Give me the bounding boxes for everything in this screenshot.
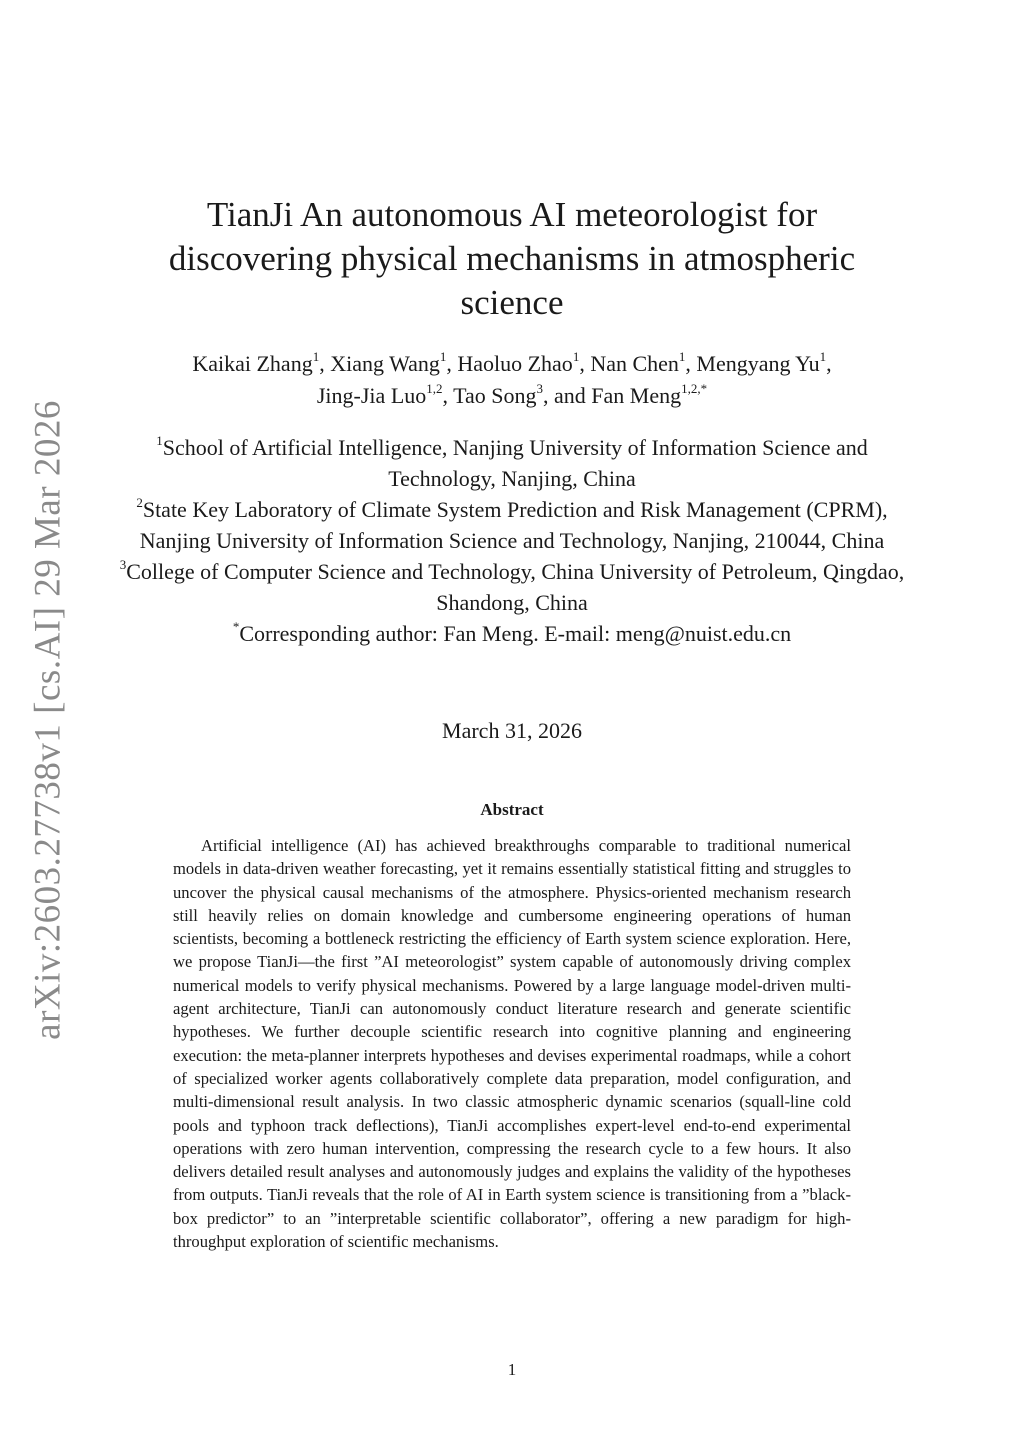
affiliation: $^2$State Key Laboratory of Climate System Prediction and Risk Management (CPRM), Nanjing University of Information Science and Technology, Nanjing, 210044, China	[136, 494, 888, 553]
abstract-text: Artificial intelligence (AI) has achieved breakthroughs comparable to traditional numerical models in data-driven weather forecasting, yet it remains essentially statistical fitting and struggles to uncover the physical causal mechanisms of the atmosphere. Physics-oriented mechanism research still heavily relies on domain knowledge and cumbersome engineering operations of human scientists, becoming a bottleneck restricting the efficiency of Earth system science exploration. Here, we propose TianJi—the first ”AI meteorologist” system capable of autonomously driving complex numerical models to verify physical mechanisms. Powered by a large language model-driven multi-agent architecture, TianJi can autonomously conduct literature research and generate scientific hypotheses. We further decouple scientific research into cognitive planning and engineering execution: the meta-planner interprets hypotheses and devises experimental roadmaps, while a cohort of specialized worker agents collaboratively complete data preparation, model configuration, and multi-dimensional result analysis. In two classic atmospheric dynamic scenarios (squall-line cold pools and typhoon track deflections), TianJi accomplishes expert-level end-to-end experimental operations with zero human intervention, compressing the research cycle to a few hours. It also delivers detailed result analyses and autonomously judges and explains the validity of the hypotheses from outputs. TianJi reveals that the role of AI in Earth system science is transitioning from a ”black-box predictor” to an ”interpretable scientific collaborator”, offering a new paradigm for high-throughput exploration of scientific mechanisms.	[173, 836, 851, 1252]
arxiv-identifier-stamp: arXiv:2603.27738v1 [cs.AI] 29 Mar 2026	[27, 400, 69, 1040]
author: Kaikai Zhang$^1$,	[192, 348, 331, 376]
author: Nan Chen$^1$,	[590, 348, 697, 376]
author: Mengyang Yu$^1$,	[696, 348, 832, 376]
publication-date: March 31, 2026	[442, 718, 582, 743]
author: Haoluo Zhao$^1$,	[457, 348, 591, 376]
affiliation: $^1$School of Artificial Intelligence, Nanjing University of Information Science and Technology, Nanjing, China	[156, 432, 868, 491]
page-number: 1	[507, 1360, 517, 1379]
author-list	[110, 348, 914, 412]
author: Fan Meng$^{1,2,*}$	[591, 380, 708, 408]
paper-title: TianJi An autonomous AI meteorologist for discovering physical mechanisms in atmospheric science	[168, 195, 856, 322]
author: Jing-Jia Luo$^{1,2}$,	[316, 380, 454, 408]
author: Xiang Wang$^1$,	[330, 348, 458, 376]
corresponding-author: *Corresponding author: Fan Meng. E-mail: meng@nuist.edu.cn	[232, 618, 792, 646]
author: Tao Song$^3$, and	[453, 380, 592, 408]
affiliation-list	[110, 432, 914, 649]
abstract-heading: Abstract	[480, 800, 544, 819]
affiliation: $^3$College of Computer Science and Technology, China University of Petroleum, Qingdao, Shandong, China	[119, 556, 905, 615]
